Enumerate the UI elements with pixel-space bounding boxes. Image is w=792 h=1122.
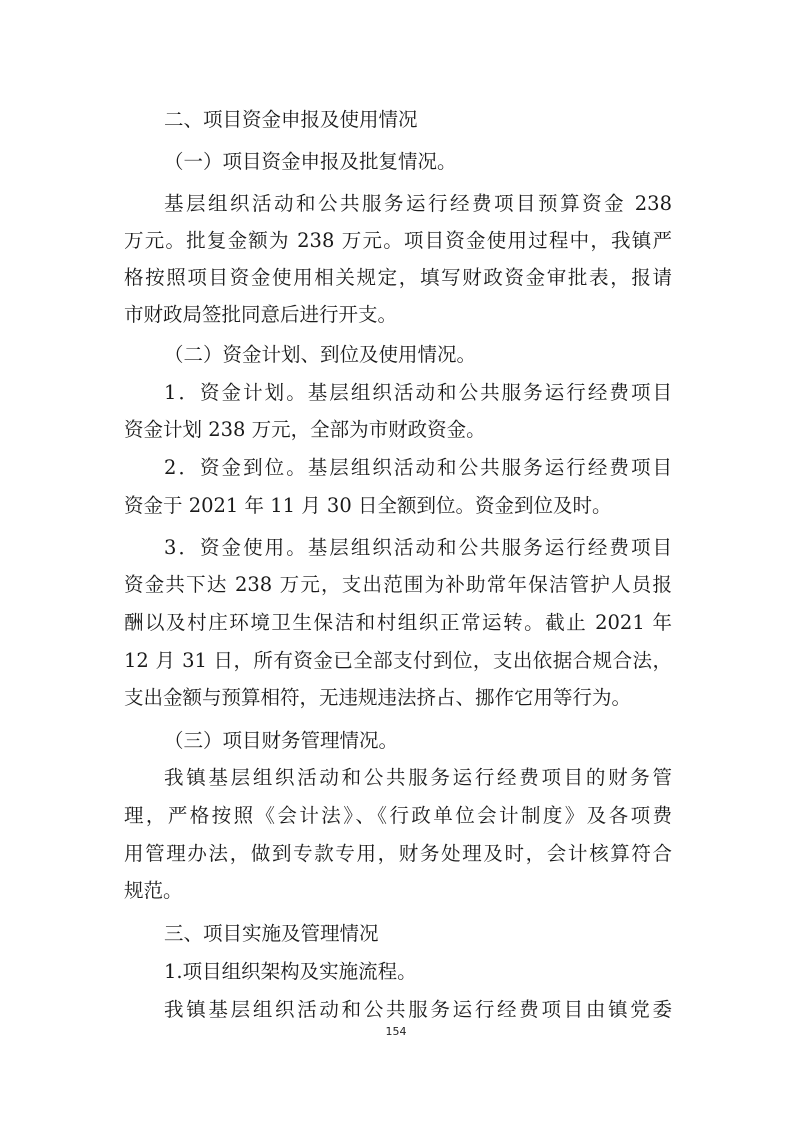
paragraph-line: 酬以及村庄环境卫生保洁和村组织正常运转。截止 2021 年 [124, 611, 672, 634]
paragraph-line: 1．资金计划。基层组织活动和公共服务运行经费项目 [164, 381, 672, 404]
subheading-2-1: （一）项目资金申报及批复情况。 [164, 150, 457, 173]
paragraph-line: 万元。批复金额为 238 万元。项目资金使用过程中，我镇严 [124, 229, 672, 252]
subheading-3-1: 1.项目组织架构及实施流程。 [164, 960, 417, 983]
heading-section-2: 二、项目资金申报及使用情况 [164, 108, 418, 131]
subheading-2-3: （三）项目财务管理情况。 [164, 729, 399, 752]
paragraph-line: 基层组织活动和公共服务运行经费项目预算资金 238 [164, 192, 672, 215]
paragraph-line: 资金于 2021 年 11 月 30 日全额到位。资金到位及时。 [124, 494, 612, 517]
paragraph-line: 3．资金使用。基层组织活动和公共服务运行经费项目 [164, 536, 672, 559]
page-number: 154 [385, 1025, 407, 1038]
paragraph-line: 我镇基层组织活动和公共服务运行经费项目由镇党委 [164, 998, 672, 1021]
paragraph-line: 资金共下达 238 万元，支出范围为补助常年保洁管护人员报 [124, 573, 672, 596]
paragraph-line: 我镇基层组织活动和公共服务运行经费项目的财务管 [164, 766, 672, 789]
paragraph-line: 市财政局签批同意后进行开支。 [124, 303, 398, 326]
paragraph-line: 2．资金到位。基层组织活动和公共服务运行经费项目 [164, 456, 672, 479]
paragraph-line: 格按照项目资金使用相关规定，填写财政资金审批表，报请 [124, 266, 672, 289]
paragraph-line: 资金计划 238 万元，全部为市财政资金。 [124, 418, 486, 441]
paragraph-line: 理，严格按照《会计法》、《行政单位会计制度》及各项费 [124, 804, 672, 827]
paragraph-line: 12 月 31 日，所有资金已全部支付到位，支出依据合规合法， [124, 649, 672, 672]
subheading-2-2: （二）资金计划、到位及使用情况。 [164, 343, 477, 366]
paragraph-line: 规范。 [124, 879, 183, 902]
paragraph-line: 支出金额与预算相符，无违规违法挤占、挪作它用等行为。 [124, 686, 632, 709]
heading-section-3: 三、项目实施及管理情况 [164, 922, 379, 945]
paragraph-line: 用管理办法，做到专款专用，财务处理及时，会计核算符合 [124, 842, 672, 865]
